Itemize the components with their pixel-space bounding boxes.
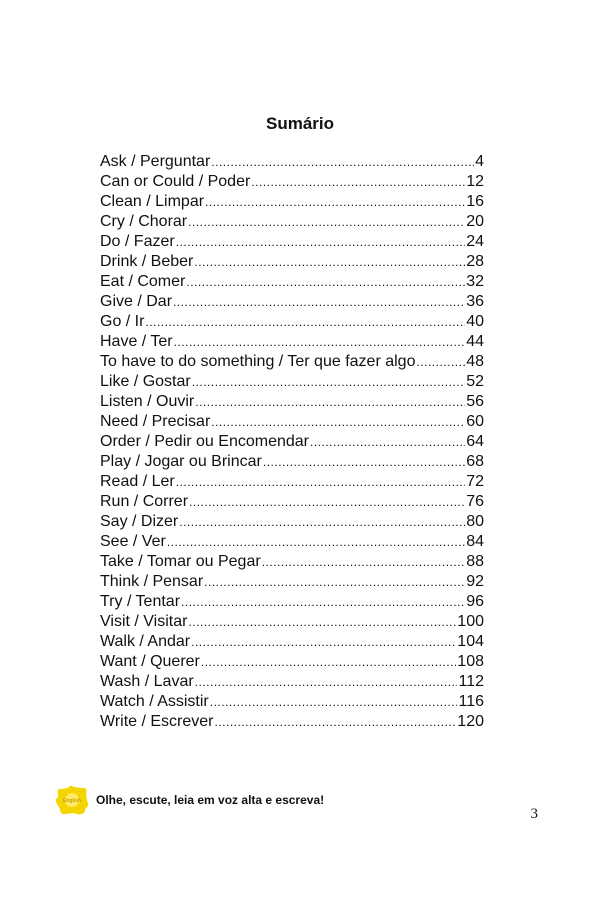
toc-entry-label: Drink / Beber — [100, 253, 194, 270]
toc-entry — [100, 212, 484, 232]
toc-entry-page: 92 — [466, 573, 484, 590]
toc-leader-dots — [263, 452, 465, 472]
svg-text:English: English — [62, 798, 82, 804]
toc-entry-label: Cry / Chorar — [100, 213, 188, 230]
toc-entry — [100, 632, 484, 652]
toc-entry-label: Run / Correr — [100, 493, 189, 510]
toc-entry — [100, 512, 484, 532]
footer-tagline: Olhe, escute, leia em voz alta e escreva! — [96, 793, 325, 807]
toc-entry-label: Wash / Lavar — [100, 673, 194, 690]
toc-entry-label: Read / Ler — [100, 473, 175, 490]
toc-entry-page: 24 — [466, 233, 484, 250]
toc-entry-label: Listen / Ouvir — [100, 393, 195, 410]
toc-entry-label: Think / Pensar — [100, 573, 204, 590]
toc-entry — [100, 292, 484, 312]
toc-entry-page: 96 — [466, 593, 484, 610]
toc-leader-dots — [174, 332, 466, 352]
toc-leader-dots — [176, 472, 465, 492]
toc-leader-dots — [215, 712, 457, 732]
toc-entry-label: Have / Ter — [100, 333, 173, 350]
puzzle-logo-icon — [54, 784, 90, 816]
toc-entry-label: Eat / Comer — [100, 273, 186, 290]
toc-entry — [100, 312, 484, 332]
toc-entry-label: Want / Querer — [100, 653, 200, 670]
toc-entry — [100, 192, 484, 212]
toc-entry — [100, 472, 484, 492]
toc-leader-dots — [201, 652, 456, 672]
toc-entry-page: 88 — [466, 553, 484, 570]
toc-entry — [100, 672, 484, 692]
toc-entry-page: 76 — [466, 493, 484, 510]
toc-leader-dots — [194, 252, 465, 272]
toc-leader-dots — [186, 272, 465, 292]
toc-entry-label: Say / Dizer — [100, 513, 179, 530]
toc-entry — [100, 452, 484, 472]
toc-leader-dots — [189, 492, 465, 512]
toc-entry-page: 56 — [466, 393, 484, 410]
toc-entry-page: 52 — [466, 373, 484, 390]
page-number: 3 — [530, 806, 538, 822]
toc-leader-dots — [204, 572, 465, 592]
toc-entry-label: Order / Pedir ou Encomendar — [100, 433, 309, 450]
toc-leader-dots — [188, 212, 465, 232]
toc-entry-page: 20 — [466, 213, 484, 230]
toc-entry-page: 28 — [466, 253, 484, 270]
toc-entry-label: To have to do something / Ter que fazer algo — [100, 353, 416, 370]
toc-leader-dots — [416, 352, 465, 372]
toc-entry-page: 100 — [457, 613, 484, 630]
toc-leader-dots — [262, 552, 466, 572]
toc-leader-dots — [211, 152, 474, 172]
toc-leader-dots — [176, 232, 466, 252]
toc-entry-page: 40 — [466, 313, 484, 330]
toc-entry-page: 48 — [466, 353, 484, 370]
toc-entry-label: Write / Escrever — [100, 713, 214, 730]
toc-entry-page: 44 — [466, 333, 484, 350]
toc-entry-page: 84 — [466, 533, 484, 550]
table-of-contents — [100, 152, 484, 732]
toc-entry — [100, 412, 484, 432]
toc-entry — [100, 712, 484, 732]
toc-leader-dots — [195, 672, 458, 692]
toc-entry-label: Can or Could / Poder — [100, 173, 251, 190]
toc-entry — [100, 272, 484, 292]
toc-entry-label: Need / Precisar — [100, 413, 211, 430]
toc-entry-page: 64 — [466, 433, 484, 450]
toc-entry — [100, 252, 484, 272]
toc-entry — [100, 612, 484, 632]
toc-entry — [100, 152, 484, 172]
toc-leader-dots — [195, 392, 465, 412]
toc-leader-dots — [210, 692, 458, 712]
toc-entry — [100, 332, 484, 352]
footer — [54, 784, 324, 816]
toc-leader-dots — [145, 312, 465, 332]
toc-entry-page: 12 — [466, 173, 484, 190]
toc-leader-dots — [173, 292, 465, 312]
toc-entry-page: 60 — [466, 413, 484, 430]
toc-entry — [100, 532, 484, 552]
toc-entry-page: 112 — [458, 673, 484, 690]
toc-leader-dots — [167, 532, 465, 552]
toc-entry-label: Go / Ir — [100, 313, 145, 330]
toc-leader-dots — [179, 512, 465, 532]
toc-entry-label: Do / Fazer — [100, 233, 175, 250]
toc-leader-dots — [192, 372, 466, 392]
toc-entry — [100, 552, 484, 572]
toc-leader-dots — [251, 172, 465, 192]
toc-entry — [100, 372, 484, 392]
toc-entry-label: Play / Jogar ou Brincar — [100, 453, 262, 470]
toc-leader-dots — [181, 592, 465, 612]
toc-leader-dots — [211, 412, 465, 432]
toc-entry — [100, 652, 484, 672]
toc-entry-page: 32 — [466, 273, 484, 290]
toc-leader-dots — [188, 612, 456, 632]
toc-entry — [100, 352, 484, 372]
page-title: Sumário — [265, 114, 335, 133]
toc-entry — [100, 232, 484, 252]
toc-entry — [100, 492, 484, 512]
toc-entry-label: Clean / Limpar — [100, 193, 205, 210]
toc-entry — [100, 692, 484, 712]
toc-entry-label: Like / Gostar — [100, 373, 191, 390]
toc-entry-label: Try / Tentar — [100, 593, 181, 610]
toc-entry-page: 36 — [466, 293, 484, 310]
toc-entry — [100, 432, 484, 452]
toc-leader-dots — [310, 432, 465, 452]
toc-entry-page: 16 — [466, 193, 484, 210]
toc-entry-page: 68 — [466, 453, 484, 470]
toc-entry-page: 108 — [457, 653, 484, 670]
toc-entry-page: 80 — [466, 513, 484, 530]
toc-entry-label: Take / Tomar ou Pegar — [100, 553, 261, 570]
toc-entry-label: See / Ver — [100, 533, 166, 550]
toc-leader-dots — [205, 192, 465, 212]
toc-entry-page: 116 — [458, 693, 484, 710]
toc-entry-page: 4 — [475, 153, 484, 170]
toc-entry-label: Watch / Assistir — [100, 693, 209, 710]
toc-entry-label: Give / Dar — [100, 293, 173, 310]
toc-leader-dots — [191, 632, 456, 652]
toc-entry — [100, 172, 484, 192]
toc-entry-label: Walk / Andar — [100, 633, 191, 650]
toc-entry — [100, 392, 484, 412]
toc-entry-label: Visit / Visitar — [100, 613, 188, 630]
toc-entry-page: 72 — [466, 473, 484, 490]
toc-entry — [100, 592, 484, 612]
toc-entry-page: 104 — [457, 633, 484, 650]
toc-entry — [100, 572, 484, 592]
toc-entry-page: 120 — [457, 713, 484, 730]
toc-entry-label: Ask / Perguntar — [100, 153, 211, 170]
